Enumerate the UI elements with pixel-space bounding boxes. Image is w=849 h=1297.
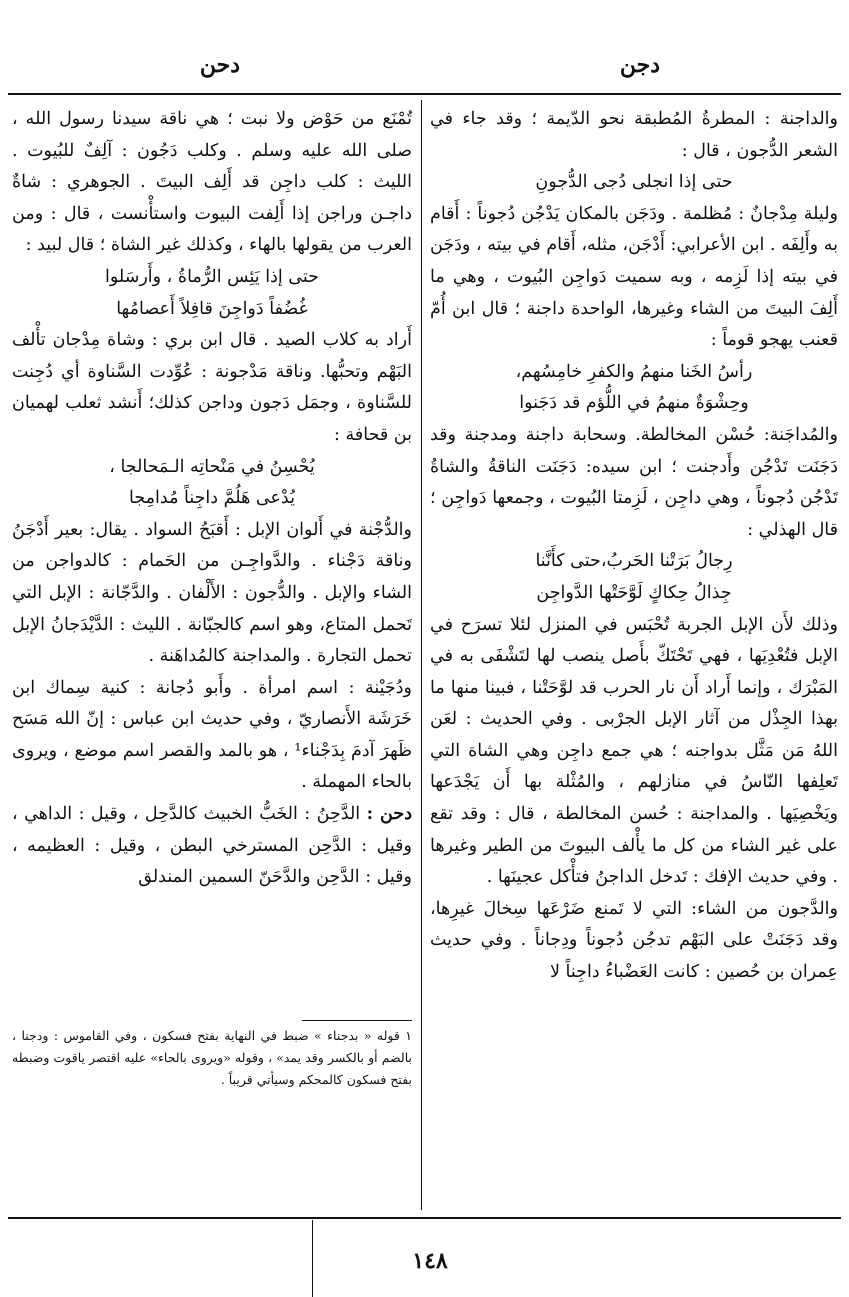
footnote-rule bbox=[302, 1020, 412, 1021]
paragraph: وذلك لأَن الإبل الجربة تُحْبَس في المنزل لئلا تسرَح في الإبل فتُعْدِيَها ، فهي تَحْتَكّ بأَصل ينصب لها لتَشْفَى به في المَبْرَك ، وإنما أَراد أَن نار الحرب قد لوَّحَتْنا ، فبينا منها ما بهذا الجِذْل من آثار الإبل الجرْبى . وفي الحديث : لعَن اللهُ مَن مَثَّل بدواجنه ؛ هي جمع داجِن وهي الشاة التي تَعلِفها النّاسُ في منازلهم ، والمُثْلة بها أَن يَجْدَعها ويَخْصِيَها . والمداجنة : حُسن المخالطة ، قال : وقد تقع على غير الشاء من كل ما يأْلف البيوتَ من الطير وغيرها . وفي حديث الإفك : تَدخل الداجنُ فتأْكل عجينَها . bbox=[430, 614, 838, 888]
paragraph: تُمْنَع من حَوْض ولا نبت ؛ هي ناقة سيدنا رسول الله ، صلى الله عليه وسلم . وكلب دَجُون : آلِفٌ للبُيوت . الليث : كلب داجِن قد أَلِف البيتَ . الجوهري : شاةٌ داجـن وراجن إذا أَلِفت البيوت واستأْنست ، قال : ومن العرب من يقولها بالهاء ، وكذلك غير الشاة ؛ قال لبيد : bbox=[12, 109, 412, 256]
footer-divider bbox=[312, 1220, 313, 1297]
column-divider bbox=[421, 100, 422, 1210]
entry-headword: دحن : bbox=[366, 804, 412, 825]
left-column-text bbox=[12, 104, 412, 1010]
verse-line: جِذالُ حِكاكٍ لَوَّحَتْها الدَّواجِن bbox=[536, 582, 732, 603]
footnote: ١ قوله « بدجناء » ضبط في النهاية بفتح فسكون ، وفي القاموس : ودجنا ، بالضم أو بالكسر وقد يمد» ، وقوله «ويروى بالحاء» عليه اقتصر ياقوت وضبطه بفتح فسكون كالمحكم وسيأتي قريباً . bbox=[12, 1028, 412, 1087]
paragraph: ودُجَيْنة : اسم امرأة . وأَبو دُجانة : كنية سِماك ابن خَرَشَة الأَنصاريّ ، وفي حديث ابن عباس : إنّ الله مَسَح ظَهرَ آدمَ بِدَجْناء¹ ، هو بالمد والقصر اسم موضع ، ويروى بالحاء المهملة . bbox=[12, 677, 412, 793]
verse-line: رأسُ الخَنا منهمُ والكفرِ خامِسُهم، bbox=[515, 361, 753, 382]
paragraph: والمُداجَنة: حُسْن المخالطة. وسحابة داجنة ومدجنة وقد دَجَنَت تَدْجُن وأَدجنت ؛ ابن سيده: دَجَنَت الناقةُ والشاةُ تَدْجُن دُجوناً ، وهي داجِن ، لَزِمتا البُيوت ، وجمعها دَواجِن ؛ قال الهذلي : bbox=[430, 424, 838, 540]
verse-line: غُضُفاً دَواجِنَ قافِلاً أَعصامُها bbox=[116, 298, 308, 319]
verse-line: يُحْسِنُ في مَنْحاتِه الـمَحالجا ، bbox=[109, 456, 315, 477]
verse-line: حتى إذا انجلى دُجى الدُّجونِ bbox=[535, 172, 733, 193]
left-column bbox=[12, 104, 412, 1091]
paragraph: والداجنة : المطرةُ المُطبقة نحو الدّيمة ؛ وقد جاء في الشعر الدُّجون ، قال : bbox=[430, 109, 838, 161]
paragraph: وليلة مِدْجانٌ : مُظلمة . ودَجَن بالمكان يَدْجُن دُجوناً : أَقام به وأَلِفَه . ابن الأعرابي: أَدْجَن، مثله، أَقام في بيته ، ودَجَن في بيته إذا لَزِمه ، وبه سميت دَواجِن البُيوت ، وهي ما أَلِفَ البيتَ من الشاء وغيرها، الواحدة داجنة ؛ قال ابن أُمّ قعنب يهجو قوماً : bbox=[430, 203, 838, 351]
right-column-text bbox=[430, 104, 838, 1208]
verse-line: وحِشْوَةٌ منهمُ في اللُّؤم قد دَجَنوا bbox=[519, 393, 749, 414]
top-rule bbox=[8, 93, 841, 95]
paragraph: والدُّجْنة في أَلوان الإبل : أَقبَحُ السواد . يقال: بعير أَدْجَنُ وناقة دَجْناء . والدَّواجِـن من الحَمام : كالدواجن من الشاء والإبل . والدُّجون : الأَلْفان . والدَّجّانة : الإبل التي تَحمل المتاع، وهو اسم كالجبّانة . الليث : الدَّيْدَجانُ الإبل تحمل التجارة . والمداجنة كالمُداهَنة . bbox=[12, 519, 412, 667]
left-header-word: دحن bbox=[199, 52, 241, 78]
paragraph: أَراد به كلاب الصيد . قال ابن بري : وشاة مِدْجان تأْلف البَهْم وتحبُّها. وناقة مَدْجونة : عُوِّدت السَّناوة أي دُجِنت للسَّناوة ، وجمَل دَجون وداجن كذلك؛ أَنشد ثعلب لهميان بن قحافة : bbox=[12, 330, 412, 445]
page-number: ١٤٨ bbox=[412, 1248, 448, 1274]
entry-text: الدَّحِنُ : الخَبُّ الخبيث كالدَّحِل ، وقيل : الداهي ، وقيل : الدَّحِن المسترخي البطن ، وقيل : العظيمه ، وقيل : الدَّحِن والدَّحَنّ السمين المندلق bbox=[12, 804, 412, 888]
right-header-word: دجن bbox=[619, 52, 661, 78]
paragraph: والدَّجون من الشاء: التي لا تَمنع ضَرْعَها سِخالَ غيرِها، وقد دَجَنَتْ على البَهْم تدجُن دُجوناً ودِجاناً . وفي حديث عِمران بن حُصين : كانت العَضْباءُ داجِناً لا bbox=[430, 898, 838, 983]
verse-line: رِجالُ بَرَتْنا الحَربُ،حتى كأَنَّنا bbox=[535, 551, 733, 572]
bottom-rule bbox=[8, 1217, 841, 1219]
entry-paragraph bbox=[12, 799, 412, 894]
right-column bbox=[430, 104, 838, 1208]
verse-line: يُدْعى هَلُمَّ داجِناً مُدامِجا bbox=[129, 488, 295, 509]
verse-line: حتى إذا يَئِس الرُّماةُ ، وأَرسَلوا bbox=[105, 266, 319, 287]
